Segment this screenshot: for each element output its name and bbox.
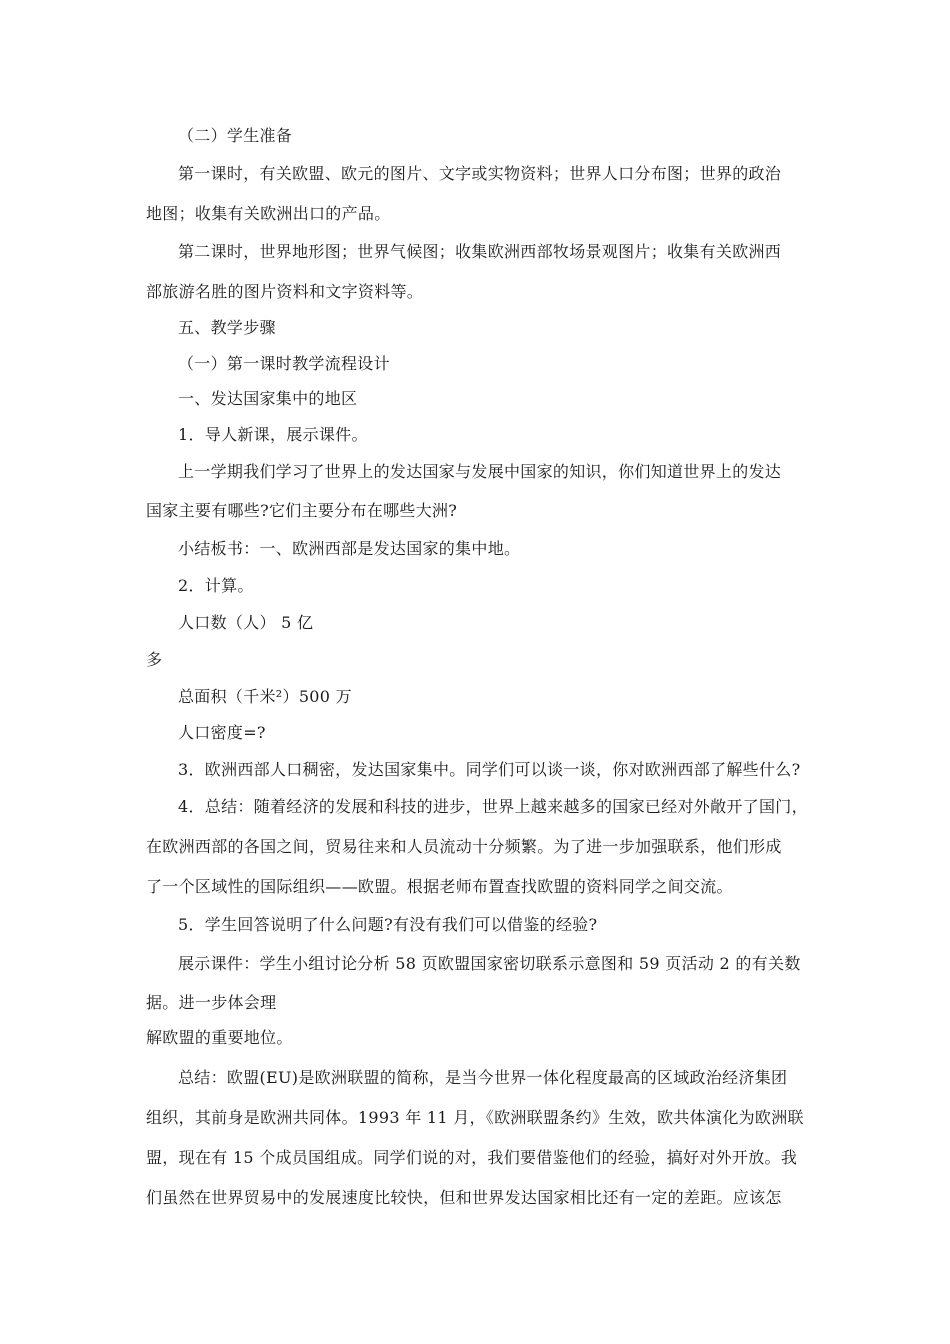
paragraph-line: 组织，其前身是欧洲共同体。1993 年 11 月，《欧洲联盟条约》生效，欧共体演化为欧洲联 (146, 1108, 804, 1127)
paragraph-line: 解欧盟的重要地位。 (146, 1028, 293, 1047)
calc-line: 总面积（千米²）500 万 (178, 687, 352, 706)
paragraph-line: 上一学期我们学习了世界上的发达国家与发展中国家的知识，你们知道世界上的发达 (178, 462, 782, 481)
paragraph-line: 总结：欧盟(EU)是欧洲联盟的简称，是当今世界一体化程度最高的区域政治经济集团 (178, 1068, 788, 1087)
paragraph-line: 地图；收集有关欧洲出口的产品。 (146, 204, 391, 223)
calc-line: 多 (146, 650, 163, 669)
step-item: 2．计算。 (178, 576, 254, 595)
paragraph-line: 第二课时，世界地形图；世界气候图；收集欧洲西部牧场景观图片；收集有关欧洲西 (178, 242, 782, 261)
subsection-heading-developed-regions: 一、发达国家集中的地区 (178, 389, 358, 408)
paragraph-line: 们虽然在世界贸易中的发展速度比较快，但和世界发达国家相比还有一定的差距。应该怎 (146, 1188, 782, 1207)
paragraph-line: 国家主要有哪些?它们主要分布在哪些大洲? (146, 501, 458, 520)
paragraph-line: 据。进一步体会理 (146, 993, 277, 1012)
calc-line: 人口密度=? (178, 723, 266, 742)
step-item: 5．学生回答说明了什么问题?有没有我们可以借鉴的经验? (178, 915, 598, 934)
paragraph-line: 小结板书：一、欧洲西部是发达国家的集中地。 (178, 539, 521, 558)
subsection-heading-lesson-one: （一）第一课时教学流程设计 (178, 354, 390, 373)
paragraph-line: 在欧洲西部的各国之间，贸易往来和人员流动十分频繁。为了进一步加强联系，他们形成 (146, 837, 782, 856)
paragraph-line: 了一个区域性的国际组织——欧盟。根据老师布置查找欧盟的资料同学之间交流。 (146, 877, 733, 896)
paragraph-line: 部旅游名胜的图片资料和文字资料等。 (146, 282, 424, 301)
step-item: 1．导人新课，展示课件。 (178, 425, 368, 444)
section-heading-teaching-steps: 五、教学步骤 (178, 318, 276, 337)
paragraph-line: 展示课件：学生小组讨论分析 58 页欧盟国家密切联系示意图和 59 页活动 2 的有关数 (178, 954, 801, 973)
step-item: 4．总结：随着经济的发展和科技的进步，世界上越来越多的国家已经对外敞开了国门， (178, 797, 808, 816)
paragraph-line: 第一课时，有关欧盟、欧元的图片、文字或实物资料；世界人口分布图；世界的政治 (178, 164, 782, 183)
paragraph-line: 盟，现在有 15 个成员国组成。同学们说的对，我们要借鉴他们的经验，搞好对外开放。我 (146, 1148, 798, 1167)
step-item: 3．欧洲西部人口稠密，发达国家集中。同学们可以谈一谈，你对欧洲西部了解些什么? (178, 760, 801, 779)
section-heading-student-prep: （二）学生准备 (178, 126, 293, 145)
calc-line: 人口数（人） 5 亿 (178, 613, 314, 632)
